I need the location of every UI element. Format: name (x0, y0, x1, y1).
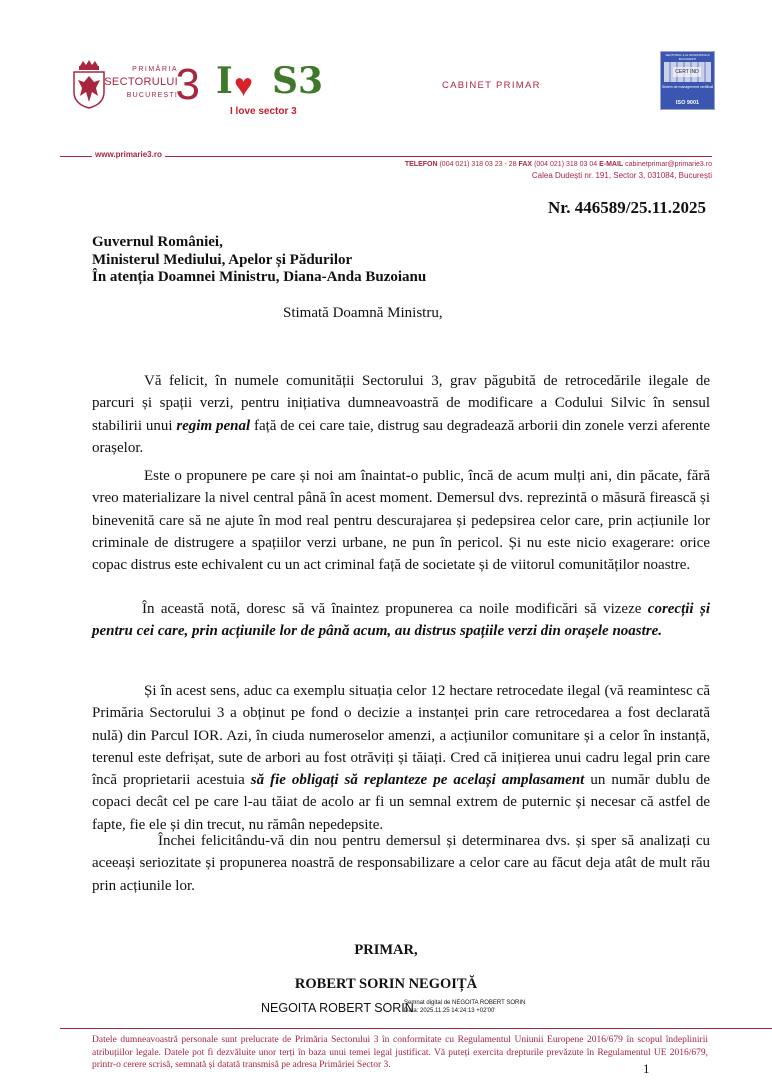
salutation: Stimată Doamnă Ministru, (283, 305, 443, 321)
email-link[interactable]: cabinetprimar@primarie3.ro (625, 161, 712, 168)
sector3-crest-logo (72, 58, 106, 110)
email-label: E-MAIL (599, 161, 624, 168)
recipient-line: În atenția Doamnei Ministru, Diana-Anda Buzoianu (92, 269, 427, 285)
postal-address: Calea Dudești nr. 191, Sector 3, 031084, București (531, 171, 712, 180)
recipient-block (92, 234, 426, 287)
privacy-notice: Datele dumneavoastră personale sunt prelucrate de Primăria Sectorului 3 în conformitate cu Regulamentul Uniunii Europene 2016/679 în scopul îndeplinirii atribuțiilor legale. Datele pot fi dezvăluite unor terți în baza unui temei legal justificat. Vă puteți exercita drepturile prevăzute în Regulamentul UE 2016/679, printr-o cerere scrisă, semnată și datată transmisă pe adresa Primăriei Sector 3. (92, 1035, 708, 1070)
digital-signature-name[interactable]: NEGOITA ROBERT SORIN (261, 1001, 414, 1015)
paragraph-text: față de cei care taie, distrug sau degradează arborii din zonele verzi aferente orașelor. (92, 417, 710, 456)
fax-value: (004 021) 318 03 04 (534, 161, 598, 168)
brand-number: 3 (175, 60, 200, 109)
signature-title: PRIMAR, (354, 942, 418, 958)
brand-line-bucuresti: BUCUREȘTI (126, 92, 178, 99)
heart-icon: ♥ (234, 67, 253, 103)
paragraph-1 (92, 370, 710, 459)
campaign-subtitle: I love sector 3 (230, 106, 297, 117)
brand-line-primaria: PRIMĂRIA (132, 66, 178, 73)
i-love-s3-logo (216, 60, 326, 118)
paragraph-5 (92, 830, 710, 897)
certind-icon: CERT IND (673, 67, 701, 77)
paragraph-3 (92, 598, 710, 643)
brand-line-sectorului: SECTORULUI (104, 76, 178, 88)
digital-signature-signer: Semnat digital de NEGOITA ROBERT SORIN (404, 1000, 526, 1006)
iso-standard: ISO 9001 (675, 100, 700, 106)
paragraph-text: Este o propunere pe care și noi am înaintat-o public, încă de acum mulți ani, din păcate, fără vreo materializare la nivel central până în acest moment. Demersul dvs. reprezintă o măsură firească și binevenită care să ne ajute în mod real pentru descurajarea și pedepsirea celor care, prin acțiunile lor criminale de distrugere a spațiilor verzi urbane, ne pun în pericol. Și nu este nicio exagerare: orice copac distrus este echivalent cu un act criminal față de societate și de viitorul comunităților noastre. (92, 468, 710, 574)
emphasis-replant: să fie obligați să replanteze pe același amplasament (250, 772, 585, 789)
registration-number: Nr. 446589/25.11.2025 (547, 198, 706, 217)
paragraph-4 (92, 680, 710, 836)
paragraph-text: În această notă, doresc să vă înaintez propunerea ca noile modificări să vizeze (142, 601, 648, 617)
paragraph-text: un număr dublu de copaci decât cel pe care l-au tăiat de acolo ar fi un semnal extrem de puternic și necesar că astfel de fapte, fie ele și din trecut, nu rămân nepedepsite. (92, 772, 710, 833)
phone-value: (004 021) 318 03 23 - 28 (439, 161, 517, 168)
digital-signature-details (404, 1000, 525, 1015)
emphasis-regim-penal: regim penal (176, 417, 251, 434)
recipient-line: Guvernul României, (92, 234, 223, 250)
contact-line (405, 159, 712, 170)
paragraph-text: Și în acest sens, aduc ca exemplu situația celor 12 hectare retrocedate ilegal (vă reamintesc că Primăria Sectorului 3 a obținut pe fond o decizie a instanței prin care retrocedarea a fost declarată nulă) din Parcul IOR. Azi, în ciuda numeroselor amenzi, a acțiunilor comunitare și a celor în instanță, terenul este defrișat, sute de arbori au fost otrăviți și tăiați. Cred că inițierea unui cadru legal prin care încă proprietarii acestuia (92, 683, 710, 789)
campaign-letter: I (216, 60, 232, 102)
iso-badge-top-text: SECTORUL 3 AL MUNICIPIULUI BUCUREȘTI (665, 53, 710, 61)
paragraph-2 (92, 465, 710, 576)
page-number: 1 (643, 1061, 650, 1076)
iso-badge-middle-text: Sistem de management certificat (662, 85, 713, 89)
paragraph-text: Închei felicitându-vă din nou pentru demersul și determinarea dvs. și sper să analizați cu aceeași seriozitate și propunerea noastră de responsabilizare a celor care au făcut deja atât de mult rău prin acțiunile lor. (92, 833, 710, 894)
fax-label: FAX (518, 161, 533, 168)
digital-signature-date: Data: 2025.11.25 14:24:13 +02'00' (404, 1007, 496, 1014)
footer-divider (60, 1028, 772, 1029)
emphasis-corrections: corecții și pentru cei care, prin acțiunile lor de până acum, au distrus spațiile verzi din orașele noastre. (92, 601, 710, 640)
paragraph-text: Vă felicit, în numele comunității Sectorului 3, grav păgubită de retrocedările ilegale de parcuri și spații verzi, pentru inițiativa dumneavoastră de modificare a Codului Silvic în sensul stabilirii unui (92, 373, 710, 434)
campaign-s3: S3 (272, 60, 324, 102)
recipient-line: Ministerul Mediului, Apelor și Pădurilor (92, 251, 353, 268)
primaria-sector3-logo (104, 60, 200, 110)
website-link[interactable]: www.primarie3.ro (92, 150, 165, 159)
iso-9001-badge (660, 51, 715, 110)
department-title: CABINET PRIMAR (442, 80, 541, 91)
signatory-name: ROBERT SORIN NEGOIȚĂ (294, 976, 478, 992)
contact-info (405, 159, 712, 181)
coat-of-arms-icon (72, 58, 106, 110)
phone-label: TELEFON (404, 161, 438, 168)
